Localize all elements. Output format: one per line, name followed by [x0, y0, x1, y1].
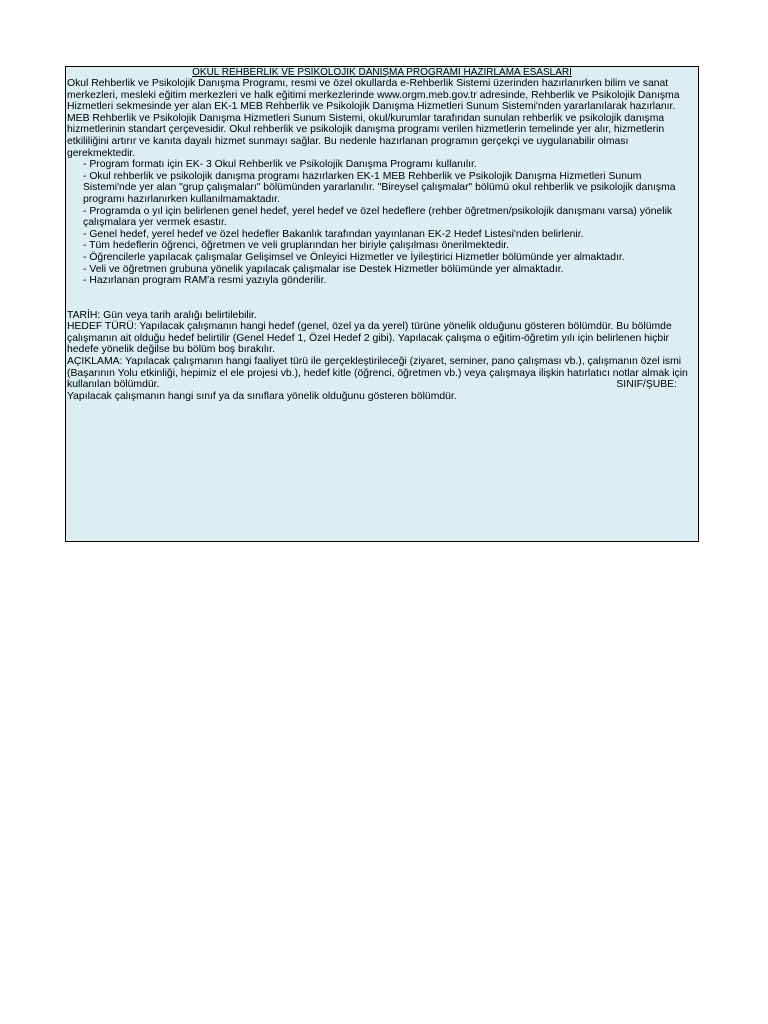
- bullet-support-services: - Veli ve öğretmen grubuna yönelik yapılacak çalışmalar ise Destek Hizmetler bölümünde yer almaktadır.: [83, 263, 564, 275]
- hedef-turu-paragraph: HEDEF TÜRÜ: Yapılacak çalışmanın hangi hedef (genel, özel ya da yerel) türüne yönelik olduğunu gösteren bölümdür. Bu bölümde çalışmanın ait olduğu hedef belirtilir (Genel Hedef 1, Özel Hedef 2 gibi). Yapılacak çalışma o eğitim-öğretim yılı için belirlenen hiçbir hedefe yönelik değilse bu bölüm boş bırakılır.: [67, 321, 672, 356]
- spacer: [67, 287, 697, 310]
- tarih-paragraph: TARİH: Gün veya tarih aralığı belirtilebilir.: [67, 309, 257, 321]
- bullet-group-work: - Okul rehberlik ve psikolojik danışma programı hazırlarken EK-1 MEB Rehberlik ve Psikolojik Danışma Hizmetleri Sunum Sistemi'nde yer alan "grup çalışmaları" bölümünden yararlanılır. "Bireysel çalışmalar" bölümü okul rehberlik ve psikolojik danışma programı hazırlanırken kullanılmamaktadır.: [83, 170, 676, 205]
- sinif-sube-label: SINIF/ŞUBE:: [616, 379, 677, 391]
- bullet-ram-submission: - Hazırlanan program RAM'a resmi yazıyla gönderilir.: [83, 275, 327, 287]
- sinif-sube-paragraph: Yapılacak çalışmanın hangi sınıf ya da sınıflara yönelik olduğunu gösteren bölümdür.: [67, 390, 457, 402]
- bullet-all-groups: - Tüm hedeflerin öğrenci, öğretmen ve veli gruplarından her biriyle çalışılması önerilmektedir.: [83, 240, 510, 252]
- aciklama-paragraph: [67, 356, 697, 391]
- bullet-targets: - Programda o yıl için belirlenen genel hedef, yerel hedef ve özel hedeflere (rehber öğretmen/psikolojik danışmanı varsa) yönelik çalışmalara yer vermek esastır.: [83, 205, 673, 229]
- bullet-target-list: - Genel hedef, yerel hedef ve özel hedefler Bakanlık tarafından yayınlanan EK-2 Hedef Listesi'nden belirlenir.: [83, 228, 584, 240]
- intro-paragraph: Okul Rehberlik ve Psikolojik Danışma Programı, resmi ve özel okullarda e-Rehberlik Sistemi üzerinden hazırlanırken bilim ve sanat merkezleri, mesleki eğitim merkezleri ve halk eğitimi merkezlerinde www.orgm.meb.gov.tr adresinde, Rehberlik ve Psikolojik Danışma Hizmetleri sekmesinde yer alan EK-1 MEB Rehberlik ve Psikolojik Danışma Hizmetleri Sunum Sistemi'nden yararlanılarak hazırlanır. MEB Rehberlik ve Psikolojik Danışma Hizmetleri Sunum Sistemi, okul/kurumlar tarafından sunulan rehberlik ve psikolojik danışma hizmetlerinin standart çerçevesidir. Okul rehberlik ve psikolojik danışma programı verilen hizmetlerin temelinde yer alır, hizmetlerin etkililiğini artırır ve kanıta dayalı hizmet sunmayı sağlar. Bu nedenle hazırlanan programın gerçekçi ve uygulanabilir olması gerekmektedir.: [67, 78, 680, 159]
- document-title: OKUL REHBERLİK VE PSİKOLOJİK DANIŞMA PROGRAMI HAZIRLAMA ESASLARI: [192, 67, 572, 78]
- bullet-program-format: - Program formatı için EK- 3 Okul Rehberlik ve Psikolojik Danışma Programı kullanılır.: [83, 159, 477, 171]
- bullet-student-work: - Öğrencilerle yapılacak çalışmalar Gelişimsel ve Önleyici Hizmetler ve İyileştirici Hizmetler bölümünde yer almaktadır.: [83, 251, 625, 263]
- guidelines-text-box: [65, 66, 699, 542]
- aciklama-text: AÇIKLAMA: Yapılacak çalışmanın hangi faaliyet türü ile gerçekleştirileceği (ziyaret, seminer, pano çalışması vb.), çalışmanın özel ismi (Başarının Yolu etkinliği, hepimiz el ele projesi vb.), hedef kitle (öğrenci, öğretmen vb.) veya çalışmaya ilişkin hatırlatıcı notlar almak için kullanılan bölümdür.: [67, 356, 688, 391]
